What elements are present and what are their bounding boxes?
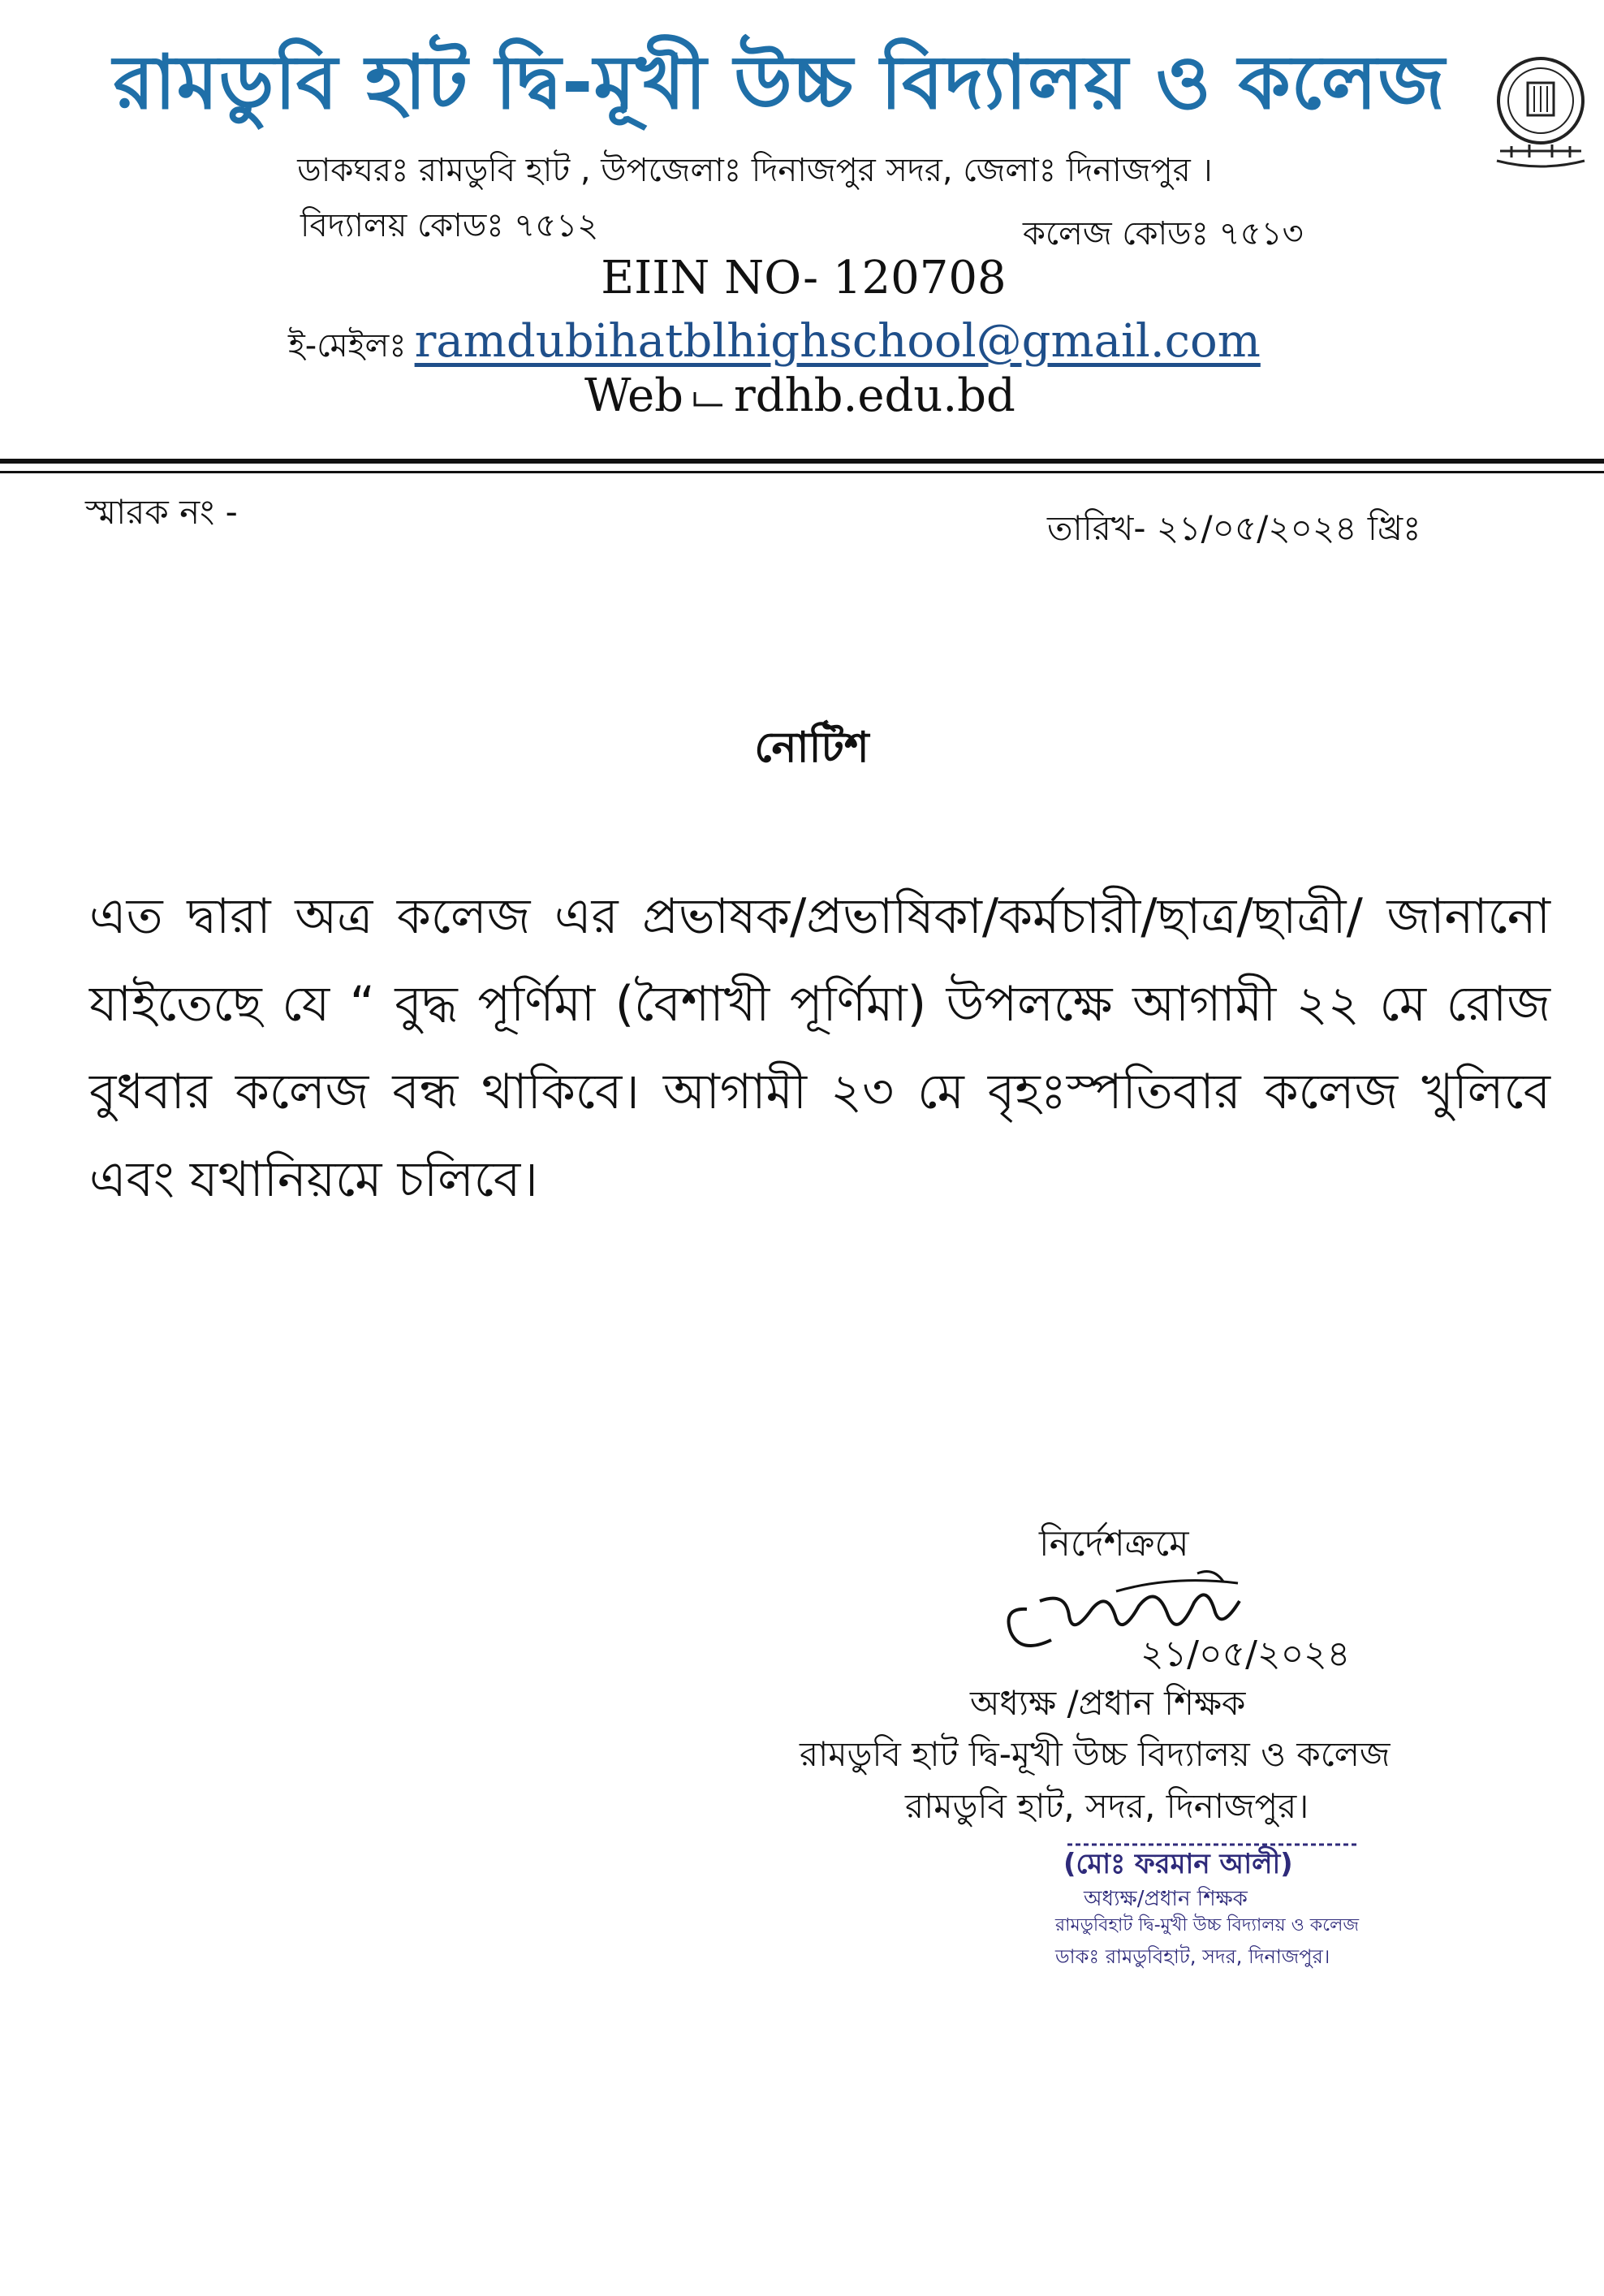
email-link[interactable]: ramdubihatblhighschool@gmail.com	[414, 315, 1261, 368]
notice-date: তারিখ- ২১/০৫/২০২৪ খ্রিঃ	[1047, 508, 1421, 548]
arrow-icon	[690, 387, 727, 412]
stamp-address: ডাকঃ রামডুবিহাট, সদর, দিনাজপুর।	[1055, 1945, 1330, 1968]
web-label: Web	[584, 369, 683, 422]
signature-date: ২১/০৫/২০২৪	[1140, 1634, 1351, 1675]
handwritten-signature	[994, 1559, 1416, 1681]
school-code: বিদ্যালয় কোডঃ ৭৫১২	[300, 207, 599, 244]
college-code: কলেজ কোডঃ ৭৫১৩	[1023, 215, 1304, 252]
signature-direction: নির্দেশক্রমে	[1039, 1523, 1189, 1564]
eiin-number: EIIN NO- 120708	[601, 252, 1007, 304]
institution-address: ডাকঘরঃ রামডুবি হাট , উপজেলাঃ দিনাজপুর সদর, জেলাঃ দিনাজপুর ।	[297, 152, 1213, 189]
web-link[interactable]: rdhb.edu.bd	[733, 369, 1015, 422]
signature-address: রামডুবি হাট, সদর, দিনাজপুর।	[905, 1786, 1309, 1826]
stamp-institution: রামডুবিহাট দ্বি-মুখী উচ্চ বিদ্যালয় ও কলেজ	[1055, 1915, 1360, 1936]
notice-heading: নোটিশ	[754, 723, 869, 772]
signature-institution: রামডুবি হাট দ্বি-মূখী উচ্চ বিদ্যালয় ও কলেজ	[800, 1734, 1391, 1774]
header-divider-thin	[0, 471, 1604, 473]
stamp-designation: অধ্যক্ষ/প্রধান শিক্ষক	[1084, 1887, 1248, 1911]
institution-title: রামডুবি হাট দ্বি-মূখী উচ্চ বিদ্যালয় ও কলেজ	[113, 39, 1446, 126]
notice-body: এত দ্বারা অত্র কলেজ এর প্রভাষক/প্রভাষিকা/কর্মচারী/ছাত্র/ছাত্রী/ জানানো যাইতেছে যে “ বুদ্ধ পূর্ণিমা (বৈশাখী পূর্ণিমা) উপলক্ষে আগামী ২২ মে রোজ বুধবার কলেজ বন্ধ থাকিবে। আগামী ২৩ মে বৃহঃস্পতিবার কলেজ খুলিবে এবং যথানিয়মে চলিবে।	[89, 888, 1550, 1208]
stamp-name: (মোঃ ফরমান আলী)	[1063, 1848, 1293, 1880]
institution-logo-icon	[1492, 50, 1589, 180]
header-divider	[0, 459, 1604, 464]
web-row	[584, 369, 1015, 422]
signature-designation: অধ্যক্ষ /প্রধান শিক্ষক	[970, 1683, 1246, 1723]
email-label: ই-মেইলঃ	[288, 327, 407, 365]
email-row	[288, 315, 1261, 374]
memo-number: স্মারক নং -	[85, 492, 238, 532]
